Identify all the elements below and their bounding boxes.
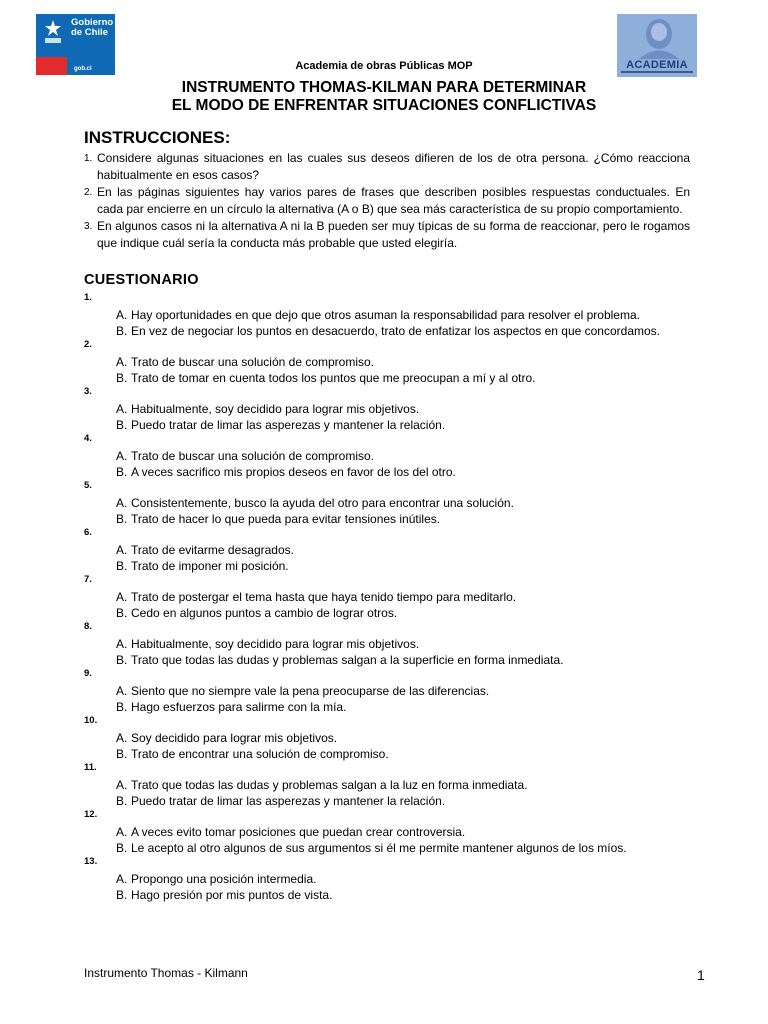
option-a[interactable] [84,636,704,652]
option-text: A veces evito tomar posiciones que puedan crear controversia. [131,825,466,839]
question-item [84,621,704,668]
option-letter: A. [116,402,128,416]
gobierno-label: Gobierno de Chile [71,17,114,38]
option-b[interactable] [84,887,704,903]
chile-coat-of-arms-icon [42,18,64,46]
question-number: 12. [84,809,98,820]
option-text: Trato de postergar el tema hasta que haya tenido tiempo para meditarlo. [131,590,517,604]
page-number: 1 [697,967,705,983]
option-letter: A. [116,308,128,322]
question-item [84,715,704,762]
option-letter: B. [116,371,128,385]
document-title-line-2: EL MODO DE ENFRENTAR SITUACIONES CONFLICTIVAS [171,97,597,114]
option-letter: A. [116,496,128,510]
instructions-list [84,150,690,252]
option-letter: A. [116,449,128,463]
option-text: Trato de buscar una solución de compromiso. [131,449,375,463]
option-letter: A. [116,355,128,369]
instruction-number: 1. [84,153,93,164]
question-item [84,668,704,715]
option-a[interactable] [84,542,704,558]
option-a[interactable] [84,495,704,511]
option-text: Trato de encontrar una solución de compromiso. [131,747,389,761]
option-a[interactable] [84,824,704,840]
option-letter: B. [116,700,128,714]
instruction-number: 2. [84,187,93,198]
option-letter: B. [116,465,128,479]
option-letter: B. [116,747,128,761]
academia-label: ACADEMIA [626,59,688,71]
option-b[interactable] [84,793,704,809]
question-item [84,433,704,480]
option-letter: A. [116,684,128,698]
question-number: 6. [84,527,92,538]
option-text: Consistentemente, busco la ayuda del otro para encontrar una solución. [131,496,514,510]
instruction-item [84,218,690,252]
option-letter: A. [116,637,128,651]
option-letter: B. [116,653,128,667]
question-item [84,527,704,574]
option-text: Habitualmente, soy decidido para lograr mis objetivos. [131,637,420,651]
question-number: 5. [84,480,92,491]
question-item [84,480,704,527]
option-letter: B. [116,606,128,620]
option-b[interactable] [84,323,704,339]
option-text: En vez de negociar los puntos en desacuerdo, trato de enfatizar los aspectos en que concordamos. [131,324,660,338]
option-text: Le acepto al otro algunos de sus argumentos si él me permite mantener algunos de los míos. [131,841,627,855]
instruction-item [84,150,690,184]
option-a[interactable] [84,448,704,464]
option-text: Trato de imponer mi posición. [131,559,289,573]
question-item [84,856,704,903]
question-number: 10. [84,715,98,726]
option-letter: A. [116,543,128,557]
option-letter: B. [116,512,128,526]
question-number: 3. [84,386,92,397]
option-text: Hago esfuerzos para salirme con la mía. [131,700,347,714]
option-b[interactable] [84,746,704,762]
option-letter: B. [116,418,128,432]
option-text: Hago presión por mis puntos de vista. [131,888,333,902]
organization-name: Academia de obras Públicas MOP [295,60,473,72]
question-item [84,762,704,809]
option-b[interactable] [84,605,704,621]
option-text: Trato que todas las dudas y problemas salgan a la luz en forma inmediata. [131,778,528,792]
question-item [84,386,704,433]
option-b[interactable] [84,558,704,574]
option-a[interactable] [84,777,704,793]
instruction-text: Considere algunas situaciones en las cuales sus deseos difieren de los de otra persona. ¿Cómo reacciona habitualmente en esos casos? [97,151,690,182]
option-letter: B. [116,794,128,808]
option-letter: B. [116,841,128,855]
option-text: Trato de buscar una solución de compromiso. [131,355,375,369]
questionnaire-heading: CUESTIONARIO [84,272,199,288]
option-b[interactable] [84,417,704,433]
question-number: 2. [84,339,92,350]
option-b[interactable] [84,652,704,668]
question-number: 1. [84,292,92,303]
option-a[interactable] [84,871,704,887]
option-text: Cedo en algunos puntos a cambio de lograr otros. [131,606,398,620]
question-item [84,292,704,339]
question-number: 11. [84,762,97,773]
option-a[interactable] [84,307,704,323]
option-text: Siento que no siempre vale la pena preocuparse de las diferencias. [131,684,490,698]
instructions-heading: INSTRUCCIONES: [84,128,231,147]
option-text: Habitualmente, soy decidido para lograr mis objetivos. [131,402,420,416]
option-b[interactable] [84,370,704,386]
option-letter: B. [116,324,128,338]
gobcl-label: gob.cl [74,66,92,72]
question-number: 7. [84,574,92,585]
option-b[interactable] [84,464,704,480]
option-text: Hay oportunidades en que dejo que otros asuman la responsabilidad para resolver el problema. [131,308,640,322]
option-a[interactable] [84,401,704,417]
option-b[interactable] [84,840,704,856]
question-number: 4. [84,433,92,444]
instruction-number: 3. [84,221,93,232]
option-text: Trato de hacer lo que pueda para evitar tensiones inútiles. [131,512,441,526]
question-number: 13. [84,856,98,867]
portrait-icon [617,14,697,59]
option-text: Trato de tomar en cuenta todos los puntos que me preocupan a mí y al otro. [131,371,536,385]
instruction-text: En las páginas siguientes hay varios pares de frases que describen posibles respuestas conductuales. En cada par encierre en un círculo la alternativa (A o B) que sea más característica de su propio comportamiento. [97,185,690,216]
option-letter: A. [116,825,128,839]
option-letter: A. [116,778,128,792]
question-item [84,809,704,856]
question-item [84,339,704,386]
option-letter: B. [116,888,128,902]
option-letter: A. [116,590,128,604]
option-letter: A. [116,872,128,886]
option-text: Propongo una posición intermedia. [131,872,317,886]
option-text: Puedo tratar de limar las asperezas y mantener la relación. [131,794,446,808]
option-a[interactable] [84,354,704,370]
footer-document-name: Instrumento Thomas - Kilmann [84,966,248,980]
option-text: Soy decidido para lograr mis objetivos. [131,731,338,745]
instruction-text: En algunos casos ni la alternativa A ni la B pueden ser muy típicas de su forma de reaccionar, pero le rogamos que indique cuál sería la conducta más probable que usted elegiría. [97,219,690,250]
document-title-line-1: INSTRUMENTO THOMAS-KILMAN PARA DETERMINAR [181,79,587,96]
instruction-item [84,184,690,218]
option-text: Puedo tratar de limar las asperezas y mantener la relación. [131,418,446,432]
option-a[interactable] [84,589,704,605]
option-text: Trato que todas las dudas y problemas salgan a la superficie en forma inmediata. [131,653,564,667]
option-letter: B. [116,559,128,573]
option-b[interactable] [84,511,704,527]
question-number: 8. [84,621,92,632]
option-text: A veces sacrifico mis propios deseos en favor de los del otro. [131,465,456,479]
option-a[interactable] [84,683,704,699]
question-item [84,574,704,621]
question-number: 9. [84,668,92,679]
option-b[interactable] [84,699,704,715]
option-a[interactable] [84,730,704,746]
option-letter: A. [116,731,128,745]
option-text: Trato de evitarme desagrados. [131,543,294,557]
